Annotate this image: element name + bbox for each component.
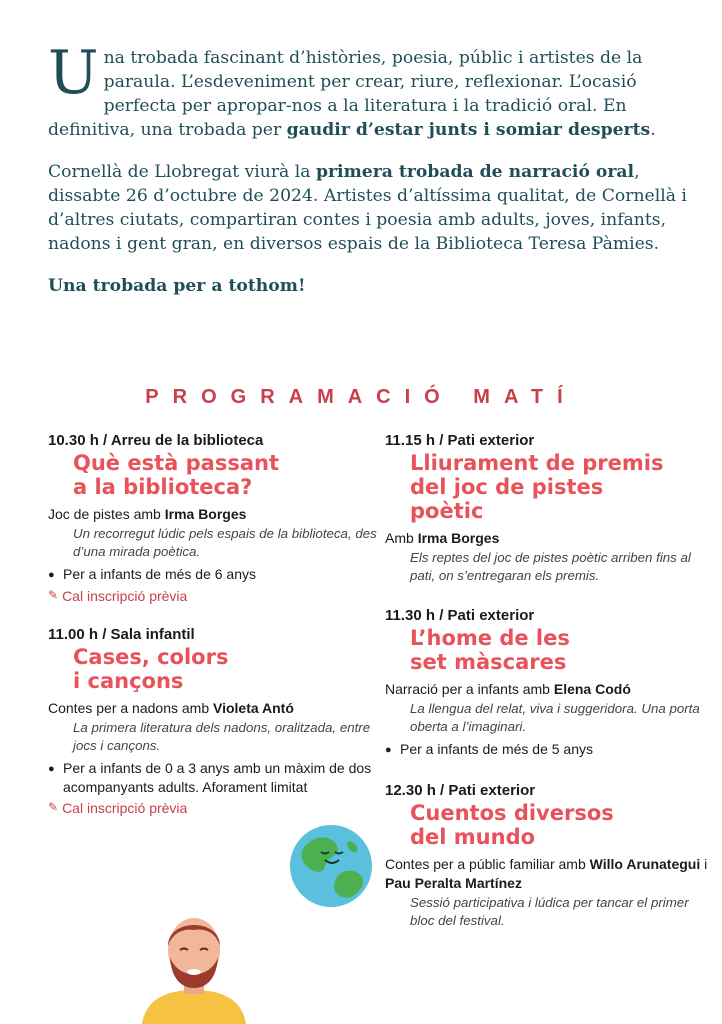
event-registration: ✎ Cal inscripció prèvia xyxy=(48,800,188,816)
intro-paragraph-2: Cornellà de Llobregat viurà la primera trobada de narració oral, dissabte 26 d’octubre de 2024. Artistes d’altíssima qualitat, de Cornellà i d’altres ciutats, compartiran contes i poesia amb adults, joves, infants, nadons i gent gran, en diversos espais de la Biblioteca Teresa Pàmies. xyxy=(48,162,687,254)
person-icon: ● xyxy=(48,763,55,775)
event-title: Cuentos diversos del mundo xyxy=(410,801,614,849)
event-title: Què està passant a la biblioteca? xyxy=(73,451,279,499)
event-note: La llengua del relat, viva i suggeridora. Una porta oberta a l’imaginari. xyxy=(410,701,700,734)
event-time: 11.15 h / Pati exterior xyxy=(385,432,535,449)
event-title: Lliurament de premis del joc de pistes poètic xyxy=(410,451,664,523)
event-item xyxy=(385,782,715,930)
event-audience: ● Per a infants de 0 a 3 anys amb un màxim de dos acompanyants adults. Aforament limitat xyxy=(48,760,372,795)
event-item xyxy=(385,432,715,585)
left-column xyxy=(48,432,378,838)
event-time: 12.30 h / Pati exterior xyxy=(385,782,536,799)
globe-illustration xyxy=(287,822,375,910)
event-desc: Contes per a nadons amb Violeta Antó xyxy=(48,700,294,716)
event-registration: ✎ Cal inscripció prèvia xyxy=(48,588,188,604)
event-note: La primera literatura dels nadons, oralitzada, entre jocs i cançons. xyxy=(73,720,371,753)
intro-text xyxy=(48,38,698,316)
event-desc: Amb Irma Borges xyxy=(385,530,500,546)
event-note: Sessió participativa i lúdica per tancar el primer bloc del festival. xyxy=(410,895,689,928)
event-note: Un recorregut lúdic pels espais de la biblioteca, des d’una mirada poètica. xyxy=(73,526,377,559)
person-icon: ● xyxy=(48,569,55,581)
event-time: 11.00 h / Sala infantil xyxy=(48,626,195,643)
man-illustration xyxy=(134,906,254,1024)
event-desc: Contes per a públic familiar amb Willo Arunategui i Pau Peralta Martínez xyxy=(385,856,708,891)
event-desc: Joc de pistes amb Irma Borges xyxy=(48,506,247,522)
event-title: Cases, colors i cançons xyxy=(73,645,229,693)
event-audience: ● Per a infants de més de 6 anys xyxy=(48,565,378,585)
right-column xyxy=(385,432,715,952)
pencil-icon: ✎ xyxy=(48,800,59,814)
event-time: 10.30 h / Arreu de la biblioteca xyxy=(48,432,264,449)
event-desc: Narració per a infants amb Elena Codó xyxy=(385,681,631,697)
event-item xyxy=(385,607,715,760)
person-icon: ● xyxy=(385,744,392,756)
program-title: PROGRAMACIÓ MATÍ xyxy=(145,386,577,408)
event-item xyxy=(48,626,378,816)
event-title: L’home de les set màscares xyxy=(410,626,570,674)
event-note: Els reptes del joc de pistes poètic arriben fins al pati, on s’entregaran els premis. xyxy=(410,550,691,583)
event-item xyxy=(48,432,378,604)
dropcap: U xyxy=(48,38,99,108)
pencil-icon: ✎ xyxy=(48,588,59,602)
intro-paragraph-1: Una trobada fascinant d’històries, poesia, públic i artistes de la paraula. L’esdeveniment per crear, riure, reflexionar. L’ocasió perfecta per apropar-nos a la literatura i la tradició oral. En definitiva, una trobada per gaudir d’estar junts i somiar desperts. xyxy=(48,38,656,140)
tagline: Una trobada per a tothom! xyxy=(48,276,306,296)
event-time: 11.30 h / Pati exterior xyxy=(385,607,535,624)
event-audience: ● Per a infants de més de 5 anys xyxy=(385,740,715,760)
